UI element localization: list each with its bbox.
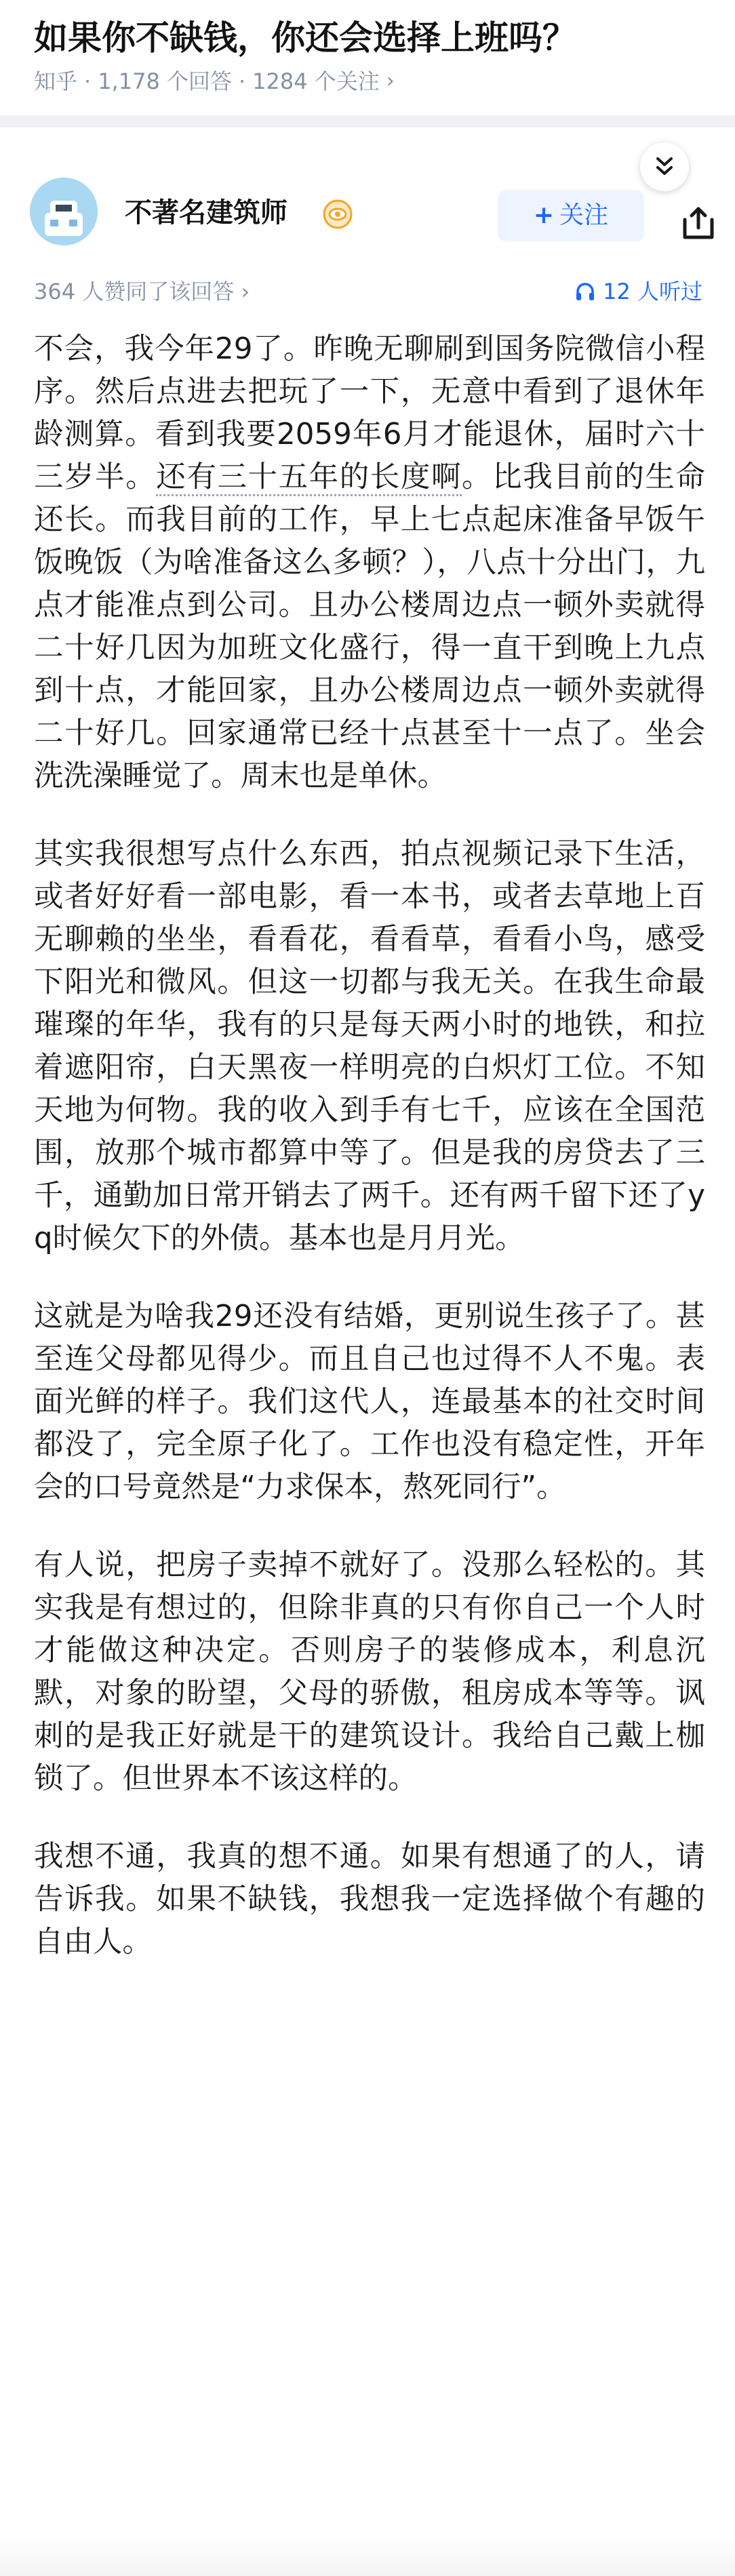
follower-count: 1284 个关注: [252, 68, 380, 94]
listen-button[interactable]: [574, 277, 702, 306]
highlighted-phrase[interactable]: 还有三十五年的长度啊: [156, 460, 462, 496]
question-meta[interactable]: [34, 68, 395, 95]
paragraph-text: 。比我目前的生命还长。而我目前的工作，早上七点起床准备早饭午饭晚饭（为啥准备这么多顿？），八点十分出门，九点才能准点到公司。且办公楼周边点一顿外卖就得二十好几因为加班文化盛行，得一直干到晚上九点到十点，才能回家，且办公楼周边点一顿外卖就得二十好几。回家通常已经十点甚至十一点了。坐会洗洗澡睡觉了。周末也是单休。: [34, 460, 706, 793]
plus-icon: +: [533, 201, 555, 229]
follow-button[interactable]: [498, 190, 644, 241]
bottom-fade: [0, 2535, 735, 2576]
avatar-image: [30, 178, 98, 245]
vote-summary[interactable]: [34, 277, 250, 306]
site-name: 知乎: [34, 68, 78, 94]
vote-count: 364 人赞同了该回答: [34, 279, 235, 304]
double-chevron-down-icon: [652, 155, 677, 179]
headphones-icon: [574, 281, 596, 302]
question-title[interactable]: 如果你不缺钱，你还会选择上班吗？: [34, 18, 576, 58]
paragraph-2: 其实我很想写点什么东西，拍点视频记录下生活，或者好好看一部电影，看一本书，或者去草地上百无聊赖的坐坐，看看花，看看草，看看小鸟，感受下阳光和微风。但这一切都与我无关。在我生命最璀璨的年华，我有的只是每天两小时的地铁，和拉着遮阳帘，白天黑夜一样明亮的白炽灯工位。不知天地为何物。我的收入到手有七千，应该在全国范围，放那个城市都算中等了。但是我的房贷去了三千，通勤加日常开销去了两千。还有两千留下还了yq时候欠下的外债。基本也是月月光。: [34, 837, 705, 1255]
author-row: [30, 178, 715, 252]
collapse-button[interactable]: [640, 142, 689, 191]
answer-count: 1,178 个回答: [98, 68, 232, 94]
paragraph-4: 有人说，把房子卖掉不就好了。没那么轻松的。其实我是有想过的，但除非真的只有你自己一个人时才能做这种决定。否则房子的装修成本，利息沉默，对象的盼望，父母的骄傲，租房成本等等。讽刺的是我正好就是干的建筑设计。我给自己戴上枷锁了。但世界本不该这样的。: [34, 1548, 705, 1796]
follow-label: 关注: [559, 201, 609, 229]
answer-stats: [34, 277, 702, 306]
avatar[interactable]: [30, 178, 98, 245]
paragraph-3: 这就是为啥我29还没有结婚，更别说生孩子了。甚至连父母都见得少。而且自己也过得不人不鬼。表面光鲜的样子。我们这代人，连最基本的社交时间都没了，完全原子化了。工作也没有稳定性，开年会的口号竟然是“力求保本，熬死同行”。: [34, 1300, 705, 1504]
author-name[interactable]: 不著名建筑师: [125, 197, 287, 228]
section-divider: [0, 115, 735, 127]
eye-badge-icon[interactable]: [323, 199, 353, 229]
share-icon[interactable]: [679, 205, 717, 243]
paragraph-1: [34, 328, 705, 798]
meta-separator: ·: [238, 68, 246, 94]
chevron-right-icon: ›: [241, 279, 250, 304]
listen-count: 12 人听过: [603, 279, 702, 304]
answer-content: [34, 328, 705, 1999]
paragraph-text: 不会，我今年29了。昨晚无聊刷到国务院微信小程序。然后点进去把玩了一下，无意中看到了退休年龄测算。看到我要2059年6月才能退休，届时六十三岁半。: [34, 332, 705, 494]
chevron-right-icon: ›: [386, 69, 395, 93]
paragraph-5: 我想不通，我真的想不通。如果有想通了的人，请告诉我。如果不缺钱，我想我一定选择做个有趣的自由人。: [34, 1840, 705, 1959]
meta-separator: ·: [84, 68, 92, 94]
